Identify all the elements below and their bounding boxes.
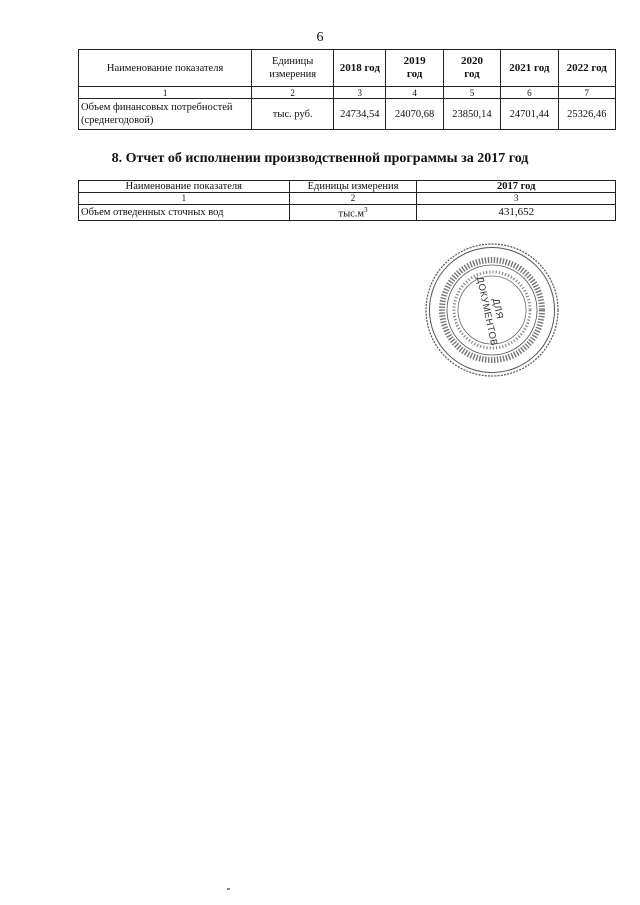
value-2020: 23850,14: [443, 99, 500, 130]
header-year-2021: 2021 год: [501, 50, 558, 87]
header-year-2020-text: 2020 год: [460, 55, 483, 80]
header-indicator-name: Наименование показателя: [79, 50, 252, 87]
section-title: 8. Отчет об исполнении производственной программы за 2017 год: [111, 151, 529, 166]
column-number: 3: [417, 193, 616, 205]
row-label: Объем финансовых потребностей (среднегодовой): [79, 99, 252, 130]
value-2021: 24701,44: [501, 99, 558, 130]
seal-center-text: [411, 229, 572, 390]
table-header-row: [79, 50, 616, 87]
column-number: 2: [289, 193, 417, 205]
production-report-table: [78, 180, 616, 221]
row-unit: [289, 205, 417, 221]
official-seal: [424, 242, 560, 378]
column-number: 2: [252, 87, 334, 99]
header-year-2018: 2018 год: [334, 50, 386, 87]
column-number: 4: [386, 87, 443, 99]
scan-artifact-dot: [227, 888, 230, 890]
column-number: 1: [79, 87, 252, 99]
column-number: 5: [443, 87, 500, 99]
header-year-2022: 2022 год: [558, 50, 615, 87]
table-row: [79, 99, 616, 130]
column-number: 7: [558, 87, 615, 99]
header-unit: Единицы измерения: [289, 181, 417, 193]
table-row: [79, 205, 616, 221]
column-number-row: [79, 87, 616, 99]
header-year-2017: 2017 год: [417, 181, 616, 193]
header-year-2019-text: 2019 год: [403, 55, 426, 80]
header-year-2019: [386, 50, 443, 87]
value-2018: 24734,54: [334, 99, 386, 130]
column-number-row: [79, 193, 616, 205]
header-unit-text: Единицы измерения: [269, 56, 317, 80]
table-header-row: [79, 181, 616, 193]
column-number: 3: [334, 87, 386, 99]
row-label: Объем отведенных сточных вод: [79, 205, 290, 221]
value-2017: 431,652: [417, 205, 616, 221]
value-2019: 24070,68: [386, 99, 443, 130]
header-unit: [252, 50, 334, 87]
header-indicator-name: Наименование показателя: [79, 181, 290, 193]
value-2022: 25326,46: [558, 99, 615, 130]
seal-center-label: ДЛЯ ДОКУМЕНТОВ: [473, 275, 505, 348]
row-unit-text: тыс.м: [338, 208, 365, 220]
header-year-2020: [443, 50, 500, 87]
row-unit-superscript: 3: [364, 206, 368, 214]
row-unit: тыс. руб.: [252, 99, 334, 130]
page-number: 6: [316, 30, 324, 45]
column-number: 6: [501, 87, 558, 99]
column-number: 1: [79, 193, 290, 205]
financial-needs-table: [78, 49, 616, 130]
